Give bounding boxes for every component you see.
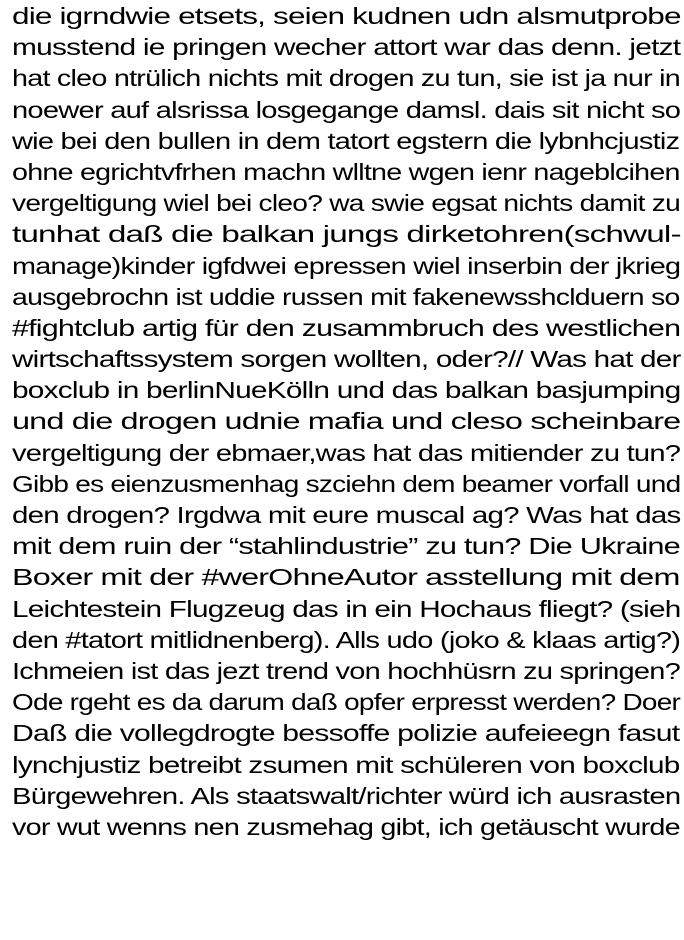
text-line-5: wie bei den bullen in dem tatort egstern die lybnhcjustiz	[12, 127, 680, 154]
text-line-4: noewer auf alsrissa losgegange damsl. dais sit nicht so	[12, 96, 681, 123]
text-line-25: lynchjustiz betreibt zsumen mit schüleren von boxclub	[12, 751, 680, 778]
body-text	[12, 1, 684, 843]
text-line-23: Ode rgeht es da darum daß opfer erpresst werden? Doer	[12, 689, 681, 716]
text-line-18: mit dem ruin der “stahlindustrie” zu tun? Die Ukraine	[12, 533, 680, 560]
text-line-15: vergeltigung der ebmaer,was hat das mitiender zu tun?	[12, 439, 681, 466]
text-line-22: Ichmeien ist das jezt trend von hochhüsrn zu springen?	[12, 657, 680, 684]
text-line-6: ohne egrichtvfrhen machn wlltne wgen ienr nageblcihen	[12, 158, 680, 185]
text-line-2: musstend ie pringen wecher attort war das denn. jetzt	[12, 34, 681, 61]
text-line-9: manage)kinder igfdwei epressen wiel inserbin der jkrieg	[12, 252, 681, 279]
text-line-26: Bürgewehren. Als staatswalt/richter würd ich ausrasten	[12, 782, 681, 809]
text-line-14: und die drogen udnie mafia und cleso scheinbare	[12, 408, 681, 435]
text-line-10: ausgebrochn ist uddie russen mit fakenewsshclduern so	[12, 283, 680, 310]
text-line-20: Leichtestein Flugzeug das in ein Hochaus fliegt? (sieh	[12, 595, 681, 622]
text-line-7: vergeltigung wiel bei cleo? wa swie egsat nichts damit zu	[12, 190, 681, 217]
text-line-12: wirtschaftssystem sorgen wollten, oder?// Was hat der	[12, 346, 681, 373]
text-line-19: Boxer mit der #werOhneAutor asstellung mit dem	[12, 564, 680, 591]
text-line-3: hat cleo ntrülich nichts mit drogen zu tun, sie ist ja nur in	[12, 65, 681, 92]
text-line-21: den #tatort mitlidnenberg). Alls udo (joko & klaas artig?)	[12, 626, 681, 653]
text-line-1: die igrndwie etsets, seien kudnen udn alsmutprobe	[12, 3, 681, 29]
text-line-16: Gibb es eienzusmenhag szciehn dem beamer vorfall und	[12, 470, 681, 497]
text-line-24: Daß die vollegdrogte bessoffe polizie aufeieegn fasut	[12, 720, 680, 747]
text-line-13: boxclub in berlinNueKölln und das balkan basjumping	[12, 377, 681, 404]
text-line-8: tunhat daß die balkan jungs dirketohren(schwul-	[12, 221, 681, 248]
text-line-11: #fightclub artig für den zusammbruch des westlichen	[12, 314, 681, 341]
text-line-27: vor wut wenns nen zusmehag gibt, ich getäuscht wurde	[12, 813, 680, 840]
text-line-17: den drogen? Irgdwa mit eure muscal ag? Was hat das	[12, 502, 681, 528]
